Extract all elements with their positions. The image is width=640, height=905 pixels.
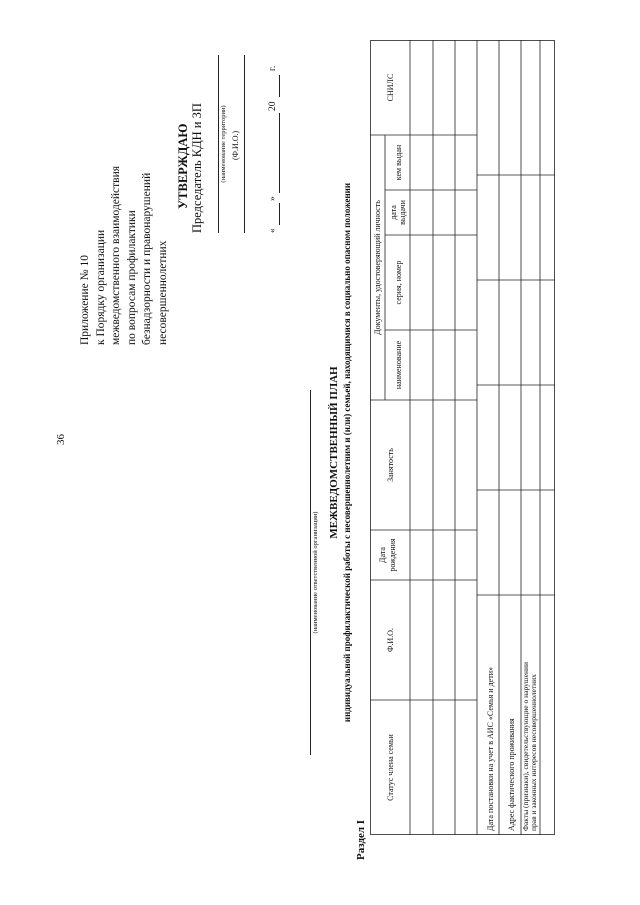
header-doc-name: наименование [394, 340, 403, 390]
header-documents: Документы, удостоверяющий личность [373, 200, 382, 335]
fio-caption: (Ф.И.О.) [231, 130, 240, 160]
appendix-line: межведомственного взаимодействия [110, 165, 122, 345]
approval-title: УТВЕРЖДАЮ [176, 123, 190, 209]
header-doc-date-1: дата [389, 205, 398, 220]
appendix-line: безнадзорности и правонарушений [141, 172, 153, 345]
date-day-line [279, 203, 280, 225]
date-year-line [279, 75, 280, 97]
date-close-quote: » [268, 196, 278, 201]
appendix-block [78, 166, 171, 345]
row-facts-2: прав и законных интересов несовершеннолетних [529, 674, 538, 831]
row-ais-date: Дата постановки на учет в АИС «Семья и дети» [486, 667, 495, 831]
header-snils: СНИЛС [386, 73, 395, 102]
territory-line [218, 55, 219, 233]
org-line [310, 390, 311, 755]
plan-subtitle: индивидуальной профилактической работы с несовершеннолетним и (или) семьей, находящимися в социально опасном положении [342, 182, 352, 723]
header-employment: Занятость [386, 448, 395, 482]
header-birth-2: рождения [388, 538, 397, 572]
header-doc-issuer: кем выдан [394, 144, 403, 181]
appendix-line: Приложение № 10 [79, 255, 91, 345]
row-address: Адрес фактического проживания [507, 718, 516, 831]
page-number: 36 [55, 434, 67, 445]
header-fio: Ф.И.О. [386, 628, 395, 652]
header-doc-date-2: выдачи [398, 200, 407, 225]
section-label: Раздел I [355, 819, 367, 860]
territory-caption: (наименование территории) [220, 105, 227, 183]
appendix-line: по вопросам профилактики [125, 210, 138, 345]
row-facts-1: Факты (признаки), свидетельствующие о нарушении [521, 661, 530, 831]
appendix-line: к Порядку организации [94, 229, 107, 345]
date-open-quote: « [268, 228, 278, 233]
appendix-line: несовершеннолетних [156, 240, 169, 345]
header-status: Статус члена семьи [386, 734, 395, 801]
date-month-line [279, 113, 280, 193]
family-table [370, 40, 555, 835]
plan-title: МЕЖВЕДОМСТВЕННЫЙ ПЛАН [328, 366, 340, 539]
date-suffix: г. [268, 65, 278, 71]
approval-subtitle: Председатель КДН и ЗП [190, 103, 204, 233]
date-year: 20 [268, 101, 278, 111]
header-birth-1: Дата [378, 547, 387, 563]
header-doc-series: серия, номер [394, 260, 403, 305]
org-caption: (наименование ответственной организации) [312, 511, 319, 634]
fio-line [244, 55, 245, 233]
